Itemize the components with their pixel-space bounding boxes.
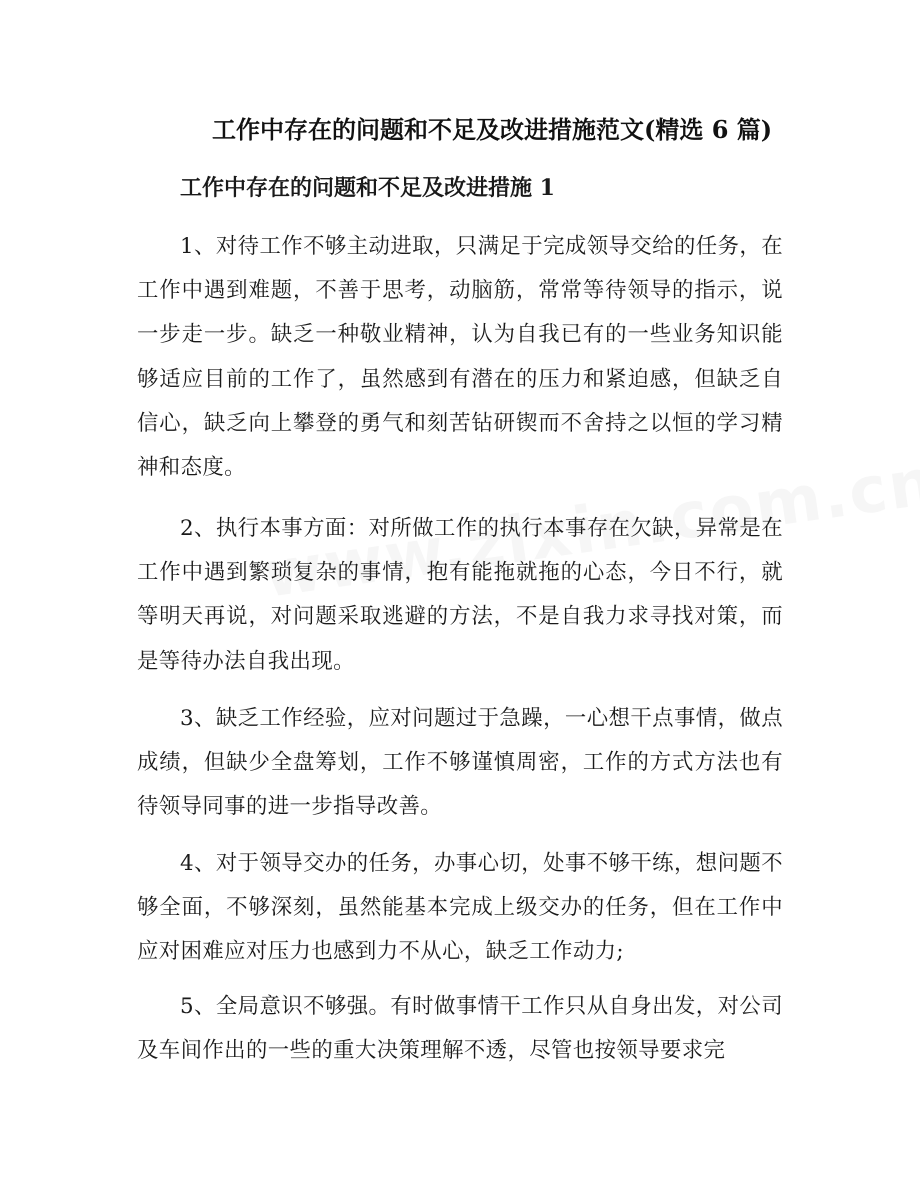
paragraph-3: 3、缺乏工作经验，应对问题过于急躁，一心想干点事情，做点成绩，但缺少全盘筹划，工作不够谨慎周密，工作的方式方法也有待领导同事的进一步指导改善。 (137, 706, 783, 820)
paragraph-2: 2、执行本事方面：对所做工作的执行本事存在欠缺，异常是在工作中遇到繁琐复杂的事情，抱有能拖就拖的心态，今日不行，就等明天再说，对问题采取逃避的方法，不是自我力求寻找对策，而是等待办法自我出现。 (137, 516, 783, 674)
section-heading: 工作中存在的问题和不足及改进措施 1 (180, 175, 555, 201)
document-title: 工作中存在的问题和不足及改进措施范文(精选 6 篇) (212, 115, 773, 144)
paragraph-1: 1、对待工作不够主动进取，只满足于完成领导交给的任务，在工作中遇到难题，不善于思考，动脑筋，常常等待领导的指示，说一步走一步。缺乏一种敬业精神，认为自我已有的一些业务知识能够适应目前的工作了，虽然感到有潜在的压力和紧迫感，但缺乏自信心，缺乏向上攀登的勇气和刻苦钻研锲而不舍持之以恒的学习精神和态度。 (137, 234, 783, 481)
paragraph-4: 4、对于领导交办的任务，办事心切，处事不够干练，想问题不够全面，不够深刻，虽然能基本完成上级交办的任务，但在工作中应对困难应对压力也感到力不从心，缺乏工作动力; (137, 851, 783, 965)
paragraph-5: 5、全局意识不够强。有时做事情干工作只从自身出发，对公司及车间作出的一些的重大决策理解不透，尽管也按领导要求完 (137, 994, 783, 1064)
